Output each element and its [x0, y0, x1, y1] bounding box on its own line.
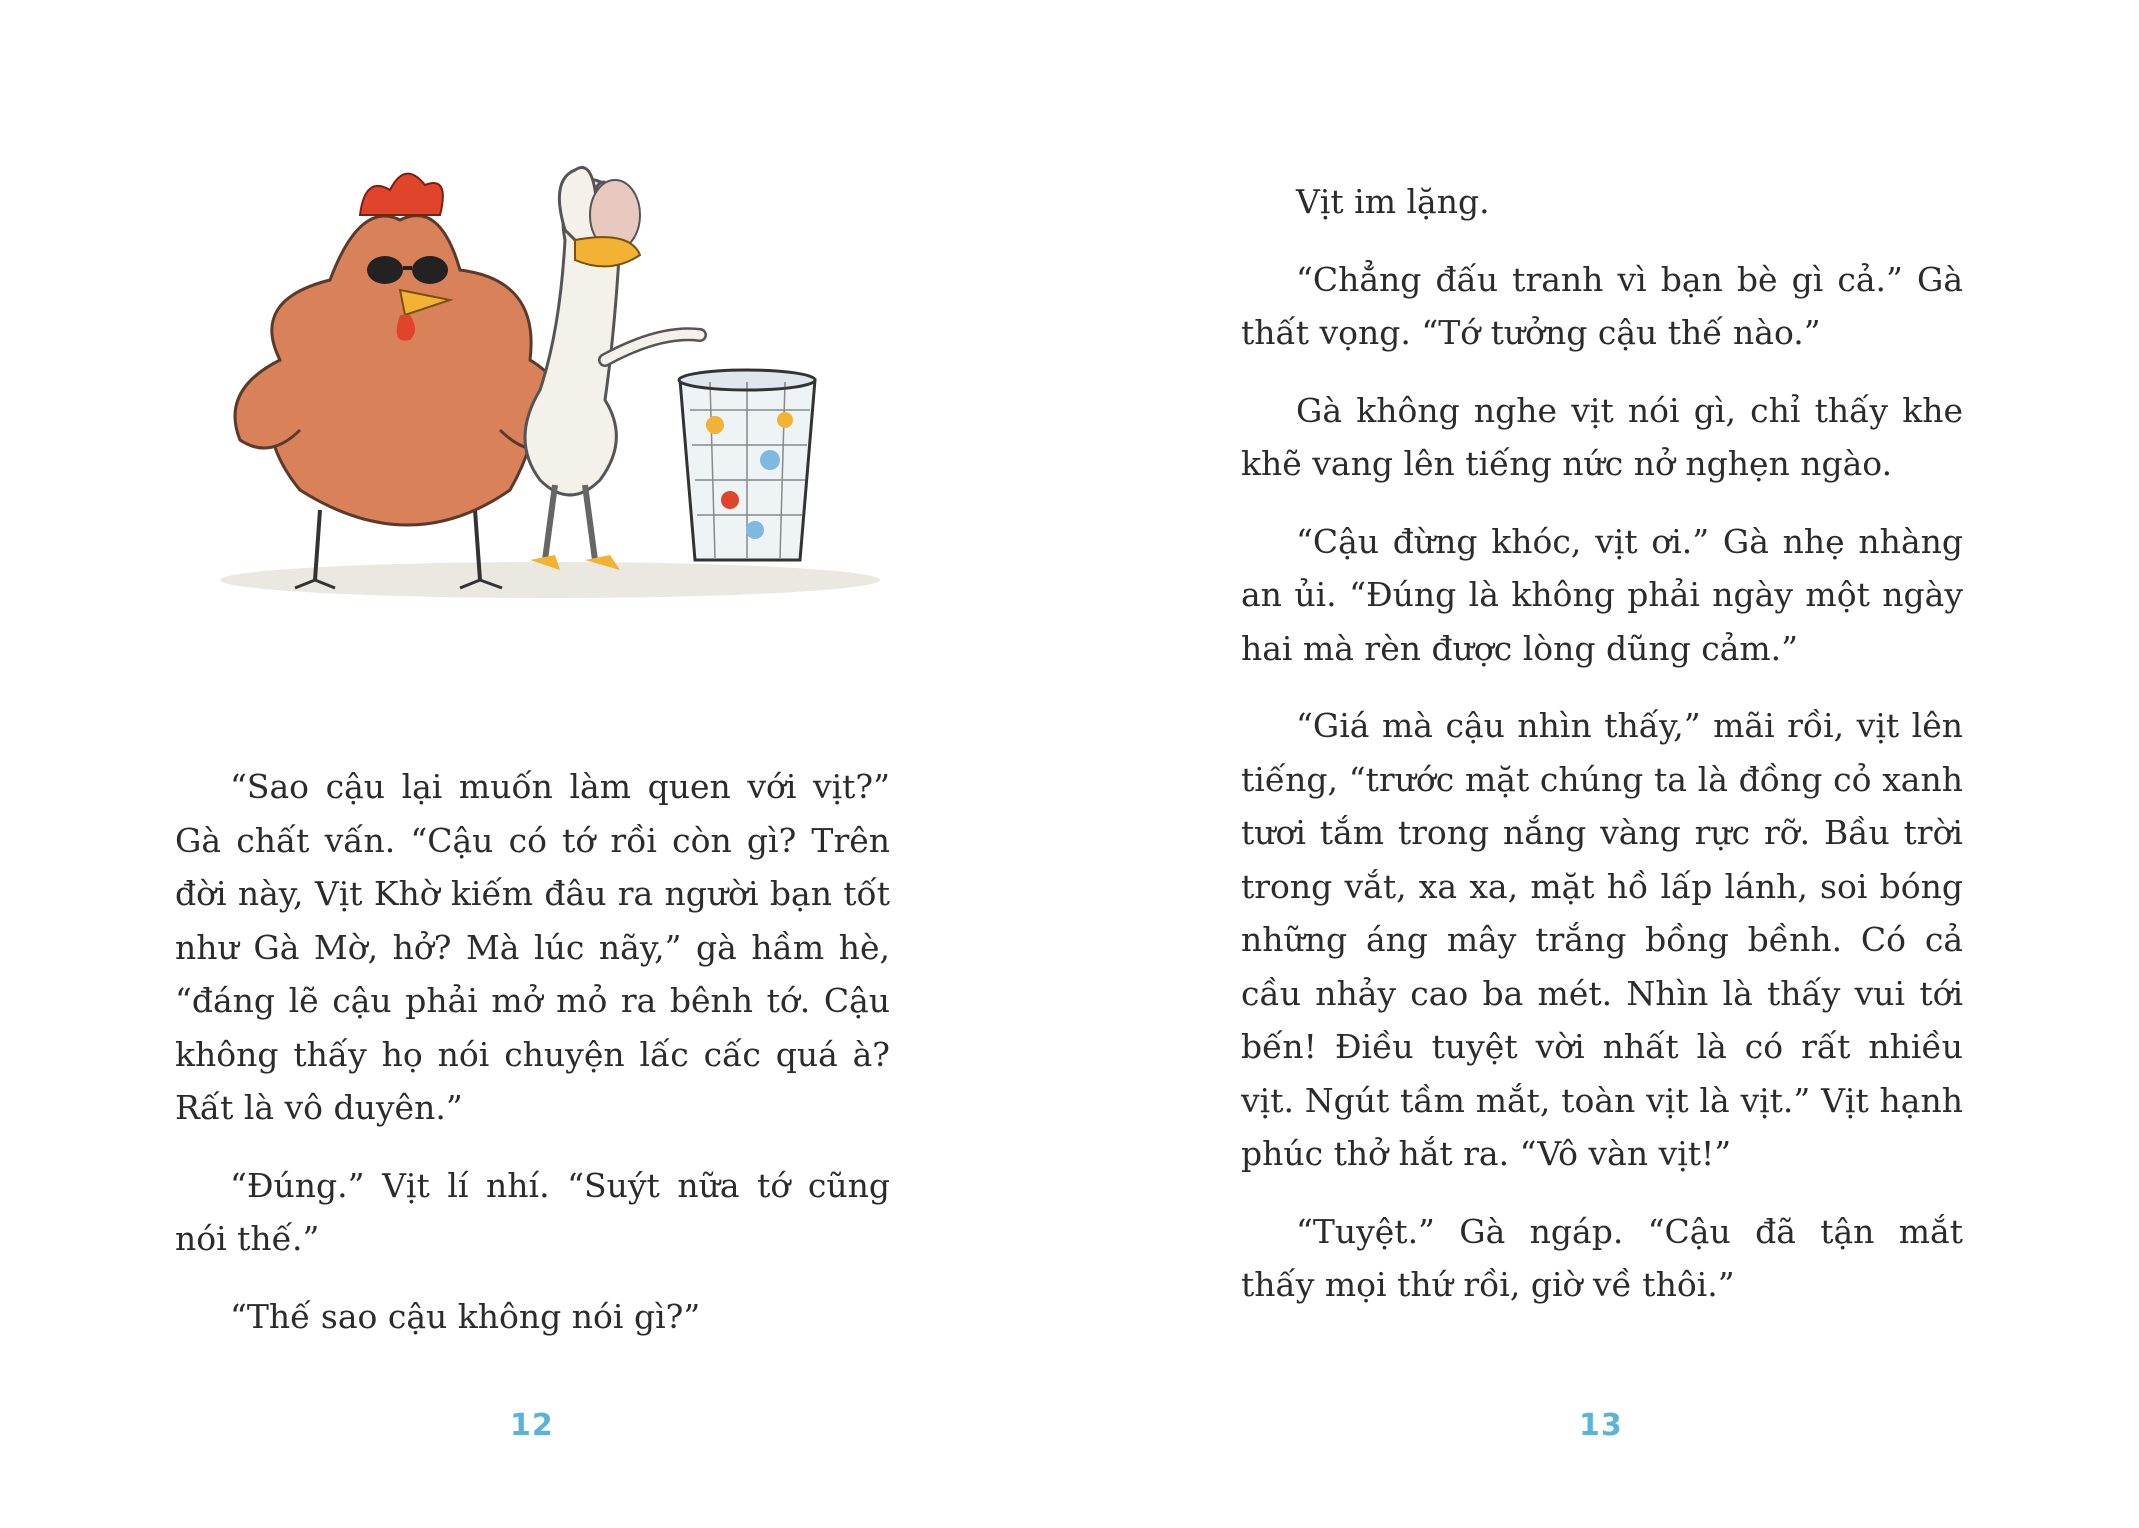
- hen-figure: [235, 174, 566, 588]
- duck-figure: [525, 168, 700, 571]
- paragraph: “Tuyệt.” Gà ngáp. “Cậu đã tận mắt thấy mọi thứ rồi, giờ về thôi.”: [1241, 1211, 1963, 1304]
- paragraph: “Cậu đừng khóc, vịt ơi.” Gà nhẹ nhàng an ủi. “Đúng là không phải ngày một ngày hai mà rèn được lòng dũng cảm.”: [1241, 521, 1963, 668]
- paragraph: Vịt im lặng.: [1296, 182, 1490, 221]
- waste-basket: [679, 370, 815, 560]
- paragraph: “Thế sao cậu không nói gì?”: [230, 1296, 701, 1336]
- paragraph: “Giá mà cậu nhìn thấy,” mãi rồi, vịt lên tiếng, “trước mặt chúng ta là đồng cỏ xanh tươi tắm trong nắng vàng rực rỡ. Bầu trời trong vắt, xa xa, mặt hồ lấp lánh, soi bóng những áng mây trắng bồng bềnh. Có cả cầu nhảy cao ba mét. Nhìn là thấy vui tới bến! Điều tuyệt vời nhất là có rất nhiều vịt. Ngút tầm mắt, toàn vịt là vịt.” Vịt hạnh phúc thở hắt ra. “Vô vàn vịt!”: [1241, 706, 1963, 1173]
- right-page-text: [1241, 175, 1963, 1336]
- page-number-left: 12: [510, 1408, 554, 1443]
- chicken-duck-illustration: [210, 160, 890, 610]
- right-page: [1069, 0, 2139, 1528]
- left-page: [0, 0, 1069, 1528]
- paragraph: “Sao cậu lại muốn làm quen với vịt?” Gà chất vấn. “Cậu có tớ rồi còn gì? Trên đời này, Vịt Khờ kiếm đâu ra người bạn tốt như Gà Mờ, hở? Mà lúc nãy,” gà hầm hè, “đáng lẽ cậu phải mở mỏ ra bênh tớ. Cậu không thấy họ nói chuyện lấc cấc quá à? Rất là vô duyên.”: [175, 767, 890, 1127]
- paragraph: “Đúng.” Vịt lí nhí. “Suýt nữa tớ cũng nói thế.”: [175, 1165, 890, 1258]
- paragraph: “Chẳng đấu tranh vì bạn bè gì cả.” Gà thất vọng. “Tớ tưởng cậu thế nào.”: [1241, 259, 1963, 352]
- left-page-text: [175, 760, 890, 1367]
- paragraph: Gà không nghe vịt nói gì, chỉ thấy khe khẽ vang lên tiếng nức nở nghẹn ngào.: [1241, 390, 1963, 483]
- page-number-right: 13: [1579, 1408, 1623, 1443]
